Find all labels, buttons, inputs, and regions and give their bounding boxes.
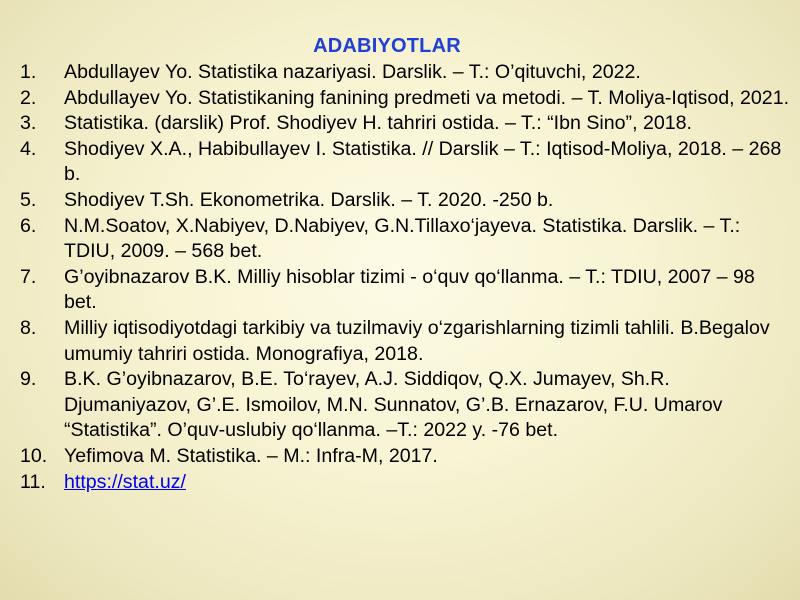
reference-number: 10.	[20, 444, 48, 467]
reference-text: B.K. G’oyibnazarov, B.E. To‘rayev, A.J. Siddiqov, Q.X. Jumayev, Sh.R. Djumaniyazov, G’.E. Ismoilov, M.N. Sunnatov, G’.B. Ernazarov, F.U. Umarov “Statistika”. O’quv-uslubiy qo‘llanma. –T.: 2022 y. -76 bet.	[64, 368, 723, 442]
reference-item	[20, 367, 790, 444]
reference-item	[20, 444, 790, 470]
reference-text: Yefimova M. Statistika. – M.: Infra-M, 2017.	[64, 444, 438, 467]
reference-item	[20, 60, 790, 86]
reference-number: 6.	[20, 214, 37, 237]
reference-text: Abdullayev Yo. Statistika nazariyasi. Darslik. – T.: O’qituvchi, 2022.	[64, 61, 641, 83]
reference-item	[20, 214, 790, 265]
reference-item	[20, 86, 790, 112]
reference-list	[20, 60, 790, 495]
reference-number: 8.	[20, 316, 37, 339]
reference-number: 7.	[20, 265, 37, 288]
reference-number: 4.	[20, 137, 37, 160]
reference-text: N.M.Soatov, X.Nabiyev, D.Nabiyev, G.N.Tillaxo‘jayeva. Statistika. Darslik. – T.: TDIU, 2009. – 568 bet.	[64, 214, 741, 263]
reference-text: G’oyibnazarov B.K. Milliy hisoblar tizimi - o‘quv qo‘llanma. – T.: TDIU, 2007 – 98 bet.	[64, 265, 755, 314]
stat-uz-link[interactable]: https://stat.uz/	[64, 470, 186, 493]
reference-item	[20, 265, 790, 316]
reference-item	[20, 188, 790, 214]
reference-item	[20, 470, 790, 496]
reference-item	[20, 137, 790, 188]
reference-text: Shodiyev T.Sh. Ekonometrika. Darslik. – T. 2020. -250 b.	[64, 188, 554, 211]
reference-text: Abdullayev Yo. Statistikaning fanining predmeti va metodi. – T. Moliya-Iqtisod, 2021.	[64, 86, 790, 109]
reference-number: 3.	[20, 112, 37, 135]
reference-number: 1.	[20, 61, 37, 83]
reference-text: Shodiyev X.A., Habibullayev I. Statistika. // Darslik – T.: Iqtisod-Moliya, 2018. – 268 b.	[64, 137, 782, 186]
reference-item	[20, 316, 790, 367]
reference-text: Milliy iqtisodiyotdagi tarkibiy va tuzilmaviy o‘zgarishlarning tizimli tahlili. B.Begalov umumiy tahriri ostida. Monografiya, 2018.	[64, 316, 770, 365]
reference-number: 5.	[20, 188, 37, 211]
page-title: ADABIYOTLAR	[313, 35, 461, 57]
reference-item	[20, 111, 790, 137]
reference-number: 11.	[20, 470, 46, 493]
reference-number: 2.	[20, 86, 37, 109]
reference-number: 9.	[20, 368, 37, 391]
reference-text: Statistika. (darslik) Prof. Shodiyev H. tahriri ostida. – T.: “Ibn Sino”, 2018.	[64, 112, 692, 135]
